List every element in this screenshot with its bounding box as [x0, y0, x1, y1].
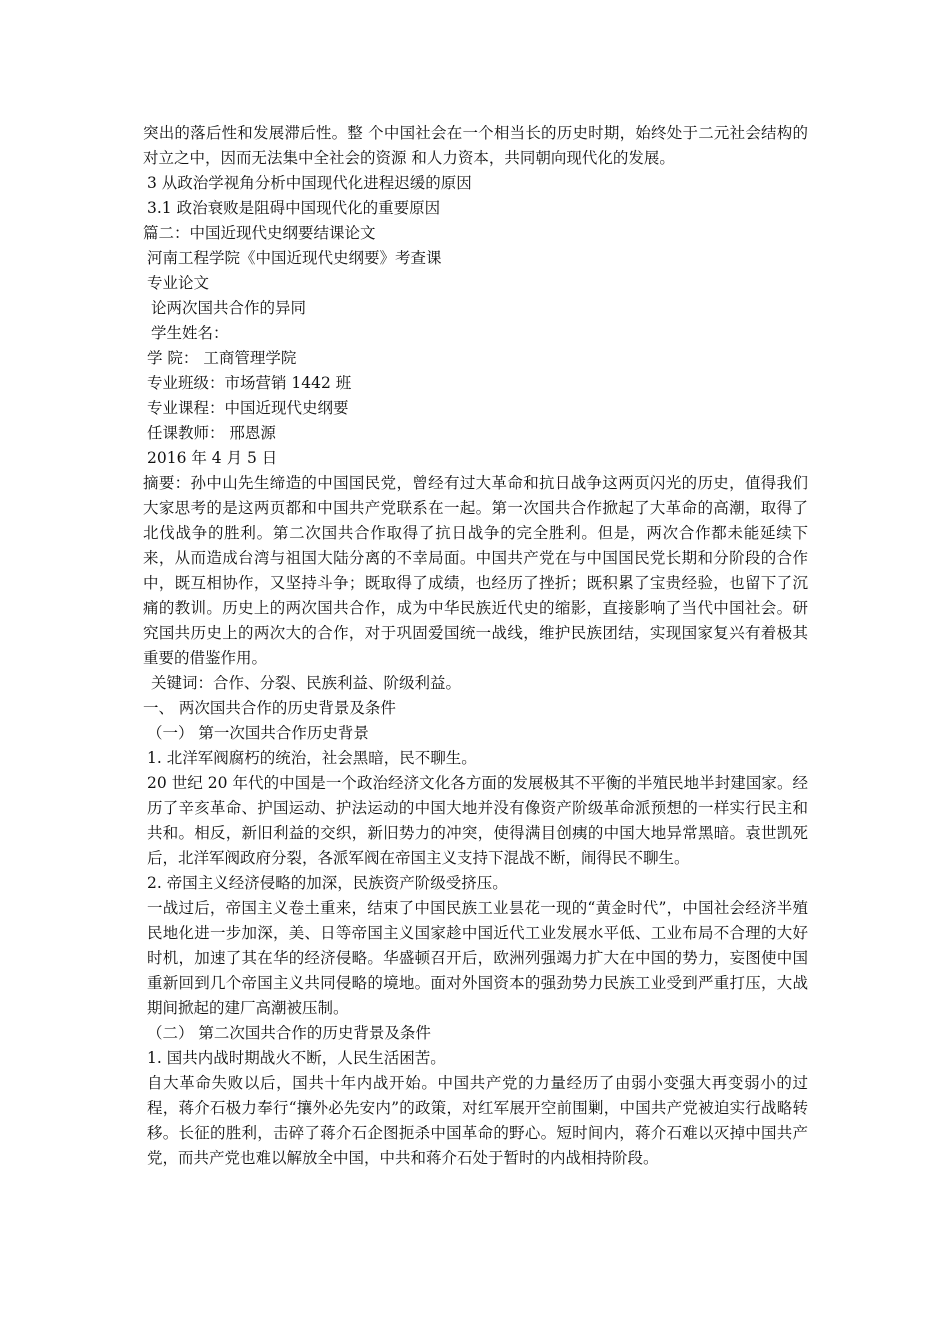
college-line: 学 院： 工商管理学院: [147, 349, 297, 367]
document-page: [143, 121, 808, 1171]
body-paragraph: 20 世纪 20 年代的中国是一个政治经济文化各方面的发展极其不平衡的半殖民地半封建国家。经历了辛亥革命、护国运动、护法运动的中国大地并没有像资产阶级革命派预想的一样实行民主和共和。相反，新旧利益的交织，新旧势力的冲突，使得满目创痍的中国大地异常黑暗。袁世凯死后，北洋军阀政府分裂，各派军阀在帝国主义支持下混战不断，闹得民不聊生。: [147, 774, 808, 867]
keywords-line: 关键词：合作、分裂、民族利益、阶级利益。: [151, 674, 462, 692]
course-title: 河南工程学院《中国近现代史纲要》考查课: [147, 249, 442, 267]
paragraph-intro-continuation: 突出的落后性和发展滞后性。整 个中国社会在一个相当长的历史时期，始终处于二元社会结构的对立之中，因而无法集中全社会的资源 和人力资本，共同朝向现代化的发展。: [143, 124, 808, 167]
section-heading-1: 一、 两次国共合作的历史背景及条件: [143, 699, 396, 717]
subsection-heading-1-2: （二） 第二次国共合作的历史背景及条件: [147, 1024, 431, 1042]
paper-type: 专业论文: [147, 274, 210, 292]
teacher-line: 任课教师： 邢恩源: [147, 424, 276, 442]
class-line: 专业班级：市场营销 1442 班: [147, 374, 352, 392]
body-paragraph: 一战过后，帝国主义卷土重来，结束了中国民族工业昙花一现的“黄金时代”，中国社会经济半殖民地化进一步加深，美、日等帝国主义国家趁中国近代工业发展水平低、工业布局不合理的大好时机，加速了其在华的经济侵略。华盛顿召开后，欧洲列强竭力扩大在中国的势力，妄图使中国重新回到几个帝国主义共同侵略的境地。面对外国资本的强劲势力民族工业受到严重打压，大战期间掀起的建厂高潮被压制。: [147, 899, 808, 1017]
abstract-paragraph: 摘要：孙中山先生缔造的中国国民党，曾经有过大革命和抗日战争这两页闪光的历史，值得我们大家思考的是这两页都和中国共产党联系在一起。第一次国共合作掀起了大革命的高潮，取得了北伐战争的胜利。第二次国共合作取得了抗日战争的完全胜利。但是，两次合作都未能延续下来，从而造成台湾与祖国大陆分离的不幸局面。中国共产党在与中国国民党长期和分阶段的合作中，既互相协作，又坚持斗争；既取得了成绩，也经历了挫折；既积累了宝贵经验，也留下了沉痛的教训。历史上的两次国共合作，成为中华民族近代史的缩影，直接影响了当代中国社会。研究国共历史上的两次大的合作，对于巩固爱国统一战线，维护民族团结，实现国家复兴有着极其重要的借鉴作用。: [143, 474, 808, 667]
date-line: 2016 年 4 月 5 日: [147, 449, 278, 467]
point-heading-1: 1. 北洋军阀腐朽的统治，社会黑暗，民不聊生。: [147, 749, 477, 767]
section-heading-3-1: 3.1 政治衰败是阻碍中国现代化的重要原因: [147, 199, 441, 217]
point-heading-1: 1. 国共内战时期战火不断，人民生活困苦。: [147, 1049, 446, 1067]
chapter-title-part-two: 篇二：中国近现代史纲要结课论文: [143, 224, 376, 242]
subsection-heading-1-1: （一） 第一次国共合作历史背景: [147, 724, 369, 742]
student-name-line: 学生姓名：: [151, 324, 229, 342]
section-heading-3: 3 从政治学视角分析中国现代化进程迟缓的原因: [147, 174, 472, 192]
course-line: 专业课程：中国近现代史纲要: [147, 399, 349, 417]
paper-title: 论两次国共合作的异同: [151, 299, 307, 317]
point-heading-2: 2. 帝国主义经济侵略的加深，民族资产阶级受挤压。: [147, 874, 508, 892]
body-paragraph: 自大革命失败以后，国共十年内战开始。中国共产党的力量经历了由弱小变强大再变弱小的过程，蒋介石极力奉行“攘外必先安内”的政策，对红军展开空前围剿，中国共产党被迫实行战略转移。长征的胜利，击碎了蒋介石企图扼杀中国革命的野心。短时间内，蒋介石难以灭掉中国共产党，而共产党也难以解放全中国，中共和蒋介石处于暂时的内战相持阶段。: [147, 1074, 808, 1167]
